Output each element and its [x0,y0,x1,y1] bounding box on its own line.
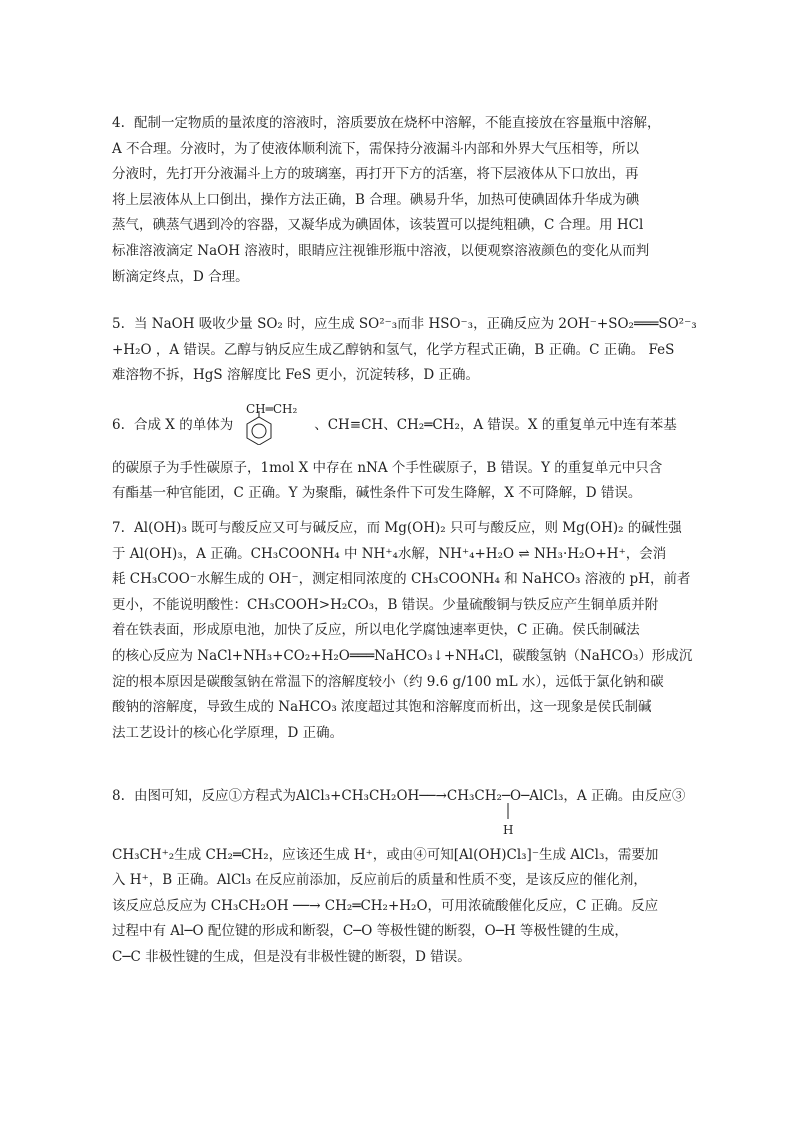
text-line: 的碳原子为手性碳原子，1mol X 中存在 nNA 个手性碳原子，B 错误。Y 的重复单元中只含 [112,459,663,476]
text-line: 断滴定终点，D 合理。 [112,268,249,285]
text-line: 入 H⁺，B 正确。AlCl₃ 在反应前添加，反应前后的质量和性质不变，是该反应的催化剂， [112,872,647,889]
answer-item-8 [112,784,692,971]
text-line: 合成 X 的单体为 、CH≡CH、CH₂═CH₂，A 错误。X 的重复单元中连有苯基 [134,417,677,433]
text-line: 酸钠的溶解度，导致生成的 NaHCO₃ 浓度超过其饱和溶解度而析出，这一现象是侯氏制碱 [112,699,652,716]
item-number: 5. [112,316,125,332]
vinyl-group-label: CH═CH₂ [246,402,298,416]
text-line: CH₃CH⁺₂生成 CH₂═CH₂，应该还生成 H⁺，或由④可知[Al(OH)Cl₃]⁻生成 AlCl₃，需要加 [112,846,659,863]
text-line [112,810,692,843]
text-line: 耗 CH₃COO⁻水解生成的 OH⁻，测定相同浓度的 CH₃COONH₄ 和 NaHCO₃ 溶液的 pH，前者 [112,571,691,588]
hydrogen-label: H [503,823,514,837]
answer-item-7 [112,516,692,746]
text-line: 过程中有 Al─O 配位键的形成和断裂，C─O 等极性键的断裂，O─H 等极性键的生成， [112,923,628,940]
text-line: 标准溶液滴定 NaOH 溶液时，眼睛应注视锥形瓶中溶液，以便观察溶液颜色的变化从而判 [112,242,650,259]
text-line: 的核心反应为 NaCl+NH₃+CO₂+H₂O═══NaHCO₃↓+NH₄Cl，碳酸氢钠（NaHCO₃）形成沉 [112,647,693,664]
item-number: 8. [112,788,125,804]
text-line: 有酯基一种官能团，C 正确。Y 为聚酯，碱性条件下可发生降解，X 不可降解，D 错误。 [112,485,642,502]
item-number: 7. [112,520,125,536]
answer-item-4 [112,111,692,290]
text-line: 将上层液体从上口倒出，操作方法正确，B 合理。碘易升华，加热可使碘固体升华成为碘 [112,191,640,208]
text-line: 当 NaOH 吸收少量 SO₂ 时，应生成 SO²⁻₃而非 HSO⁻₃，正确反应为 2OH⁻+SO₂═══SO²⁻₃ [134,316,697,332]
answer-item-5 [112,312,697,389]
text-line: 配制一定物质的量浓度的溶液时，溶质要放在烧杯中溶解，不能直接放在容量瓶中溶解， [134,115,661,131]
text-line: 分液时，先打开分液漏斗上方的玻璃塞，再打开下方的活塞，将下层液体从下口放出，再 [112,166,639,183]
oh-bond-icon [506,803,510,819]
text-line: 蒸气，碘蒸气遇到冷的容器，又凝华成为碘固体，该装置可以提纯粗碘，C 合理。用 HCl [112,217,644,234]
text-line: A 不合理。分液时，为了使液体顺利流下，需保持分液漏斗内部和外界大气压相等，所以 [112,140,640,157]
text-line: Al(OH)₃ 既可与酸反应又可与碱反应，而 Mg(OH)₂ 只可与酸反应，则 Mg(OH)₂ 的碱性强 [134,520,682,536]
text-line: 着在铁表面，形成原电池，加快了反应，所以电化学腐蚀速率更快，C 正确。侯氏制碱法 [112,622,640,639]
text-line: 淀的根本原因是碳酸氢钠在常温下的溶解度较小（约 9.6 g/100 mL 水），远低于氯化钠和碳 [112,673,664,690]
text-line: 法工艺设计的核心化学原理，D 正确。 [112,724,344,741]
text-line: 该反应总反应为 CH₃CH₂OH ──→ CH₂═CH₂+H₂O，可用浓硫酸催化反应，C 正确。反应 [112,897,659,914]
item-number: 4. [112,115,125,131]
text-line: 更小，不能说明酸性：CH₃COOH>H₂CO₃，B 错误。少量硫酸铜与铁反应产生铜单质并附 [112,596,659,613]
benzene-ring-icon [244,411,274,445]
text-line: +H₂O ，A 错误。乙醇与钠反应生成乙醇钠和氢气，化学方程式正确，B 正确。C 正确。 FeS [112,341,675,358]
item-number: 6. [112,417,125,433]
text-line: 由图可知，反应①方程式为AlCl₃+CH₃CH₂OH──→CH₃CH₂─O─AlCl₃，A 正确。由反应③ [134,788,686,804]
text-line: C─C 非极性键的生成，但是没有非极性键的断裂，D 错误。 [112,948,471,965]
text-line: 难溶物不拆，HgS 溶解度比 FeS 更小，沉淀转移，D 正确。 [112,367,480,384]
text-line: 于 Al(OH)₃，A 正确。CH₃COONH₄ 中 NH⁺₄水解，NH⁺₄+H₂O ⇌ NH₃·H₂O+H⁺，会消 [112,545,667,562]
answer-item-6 [112,402,692,507]
